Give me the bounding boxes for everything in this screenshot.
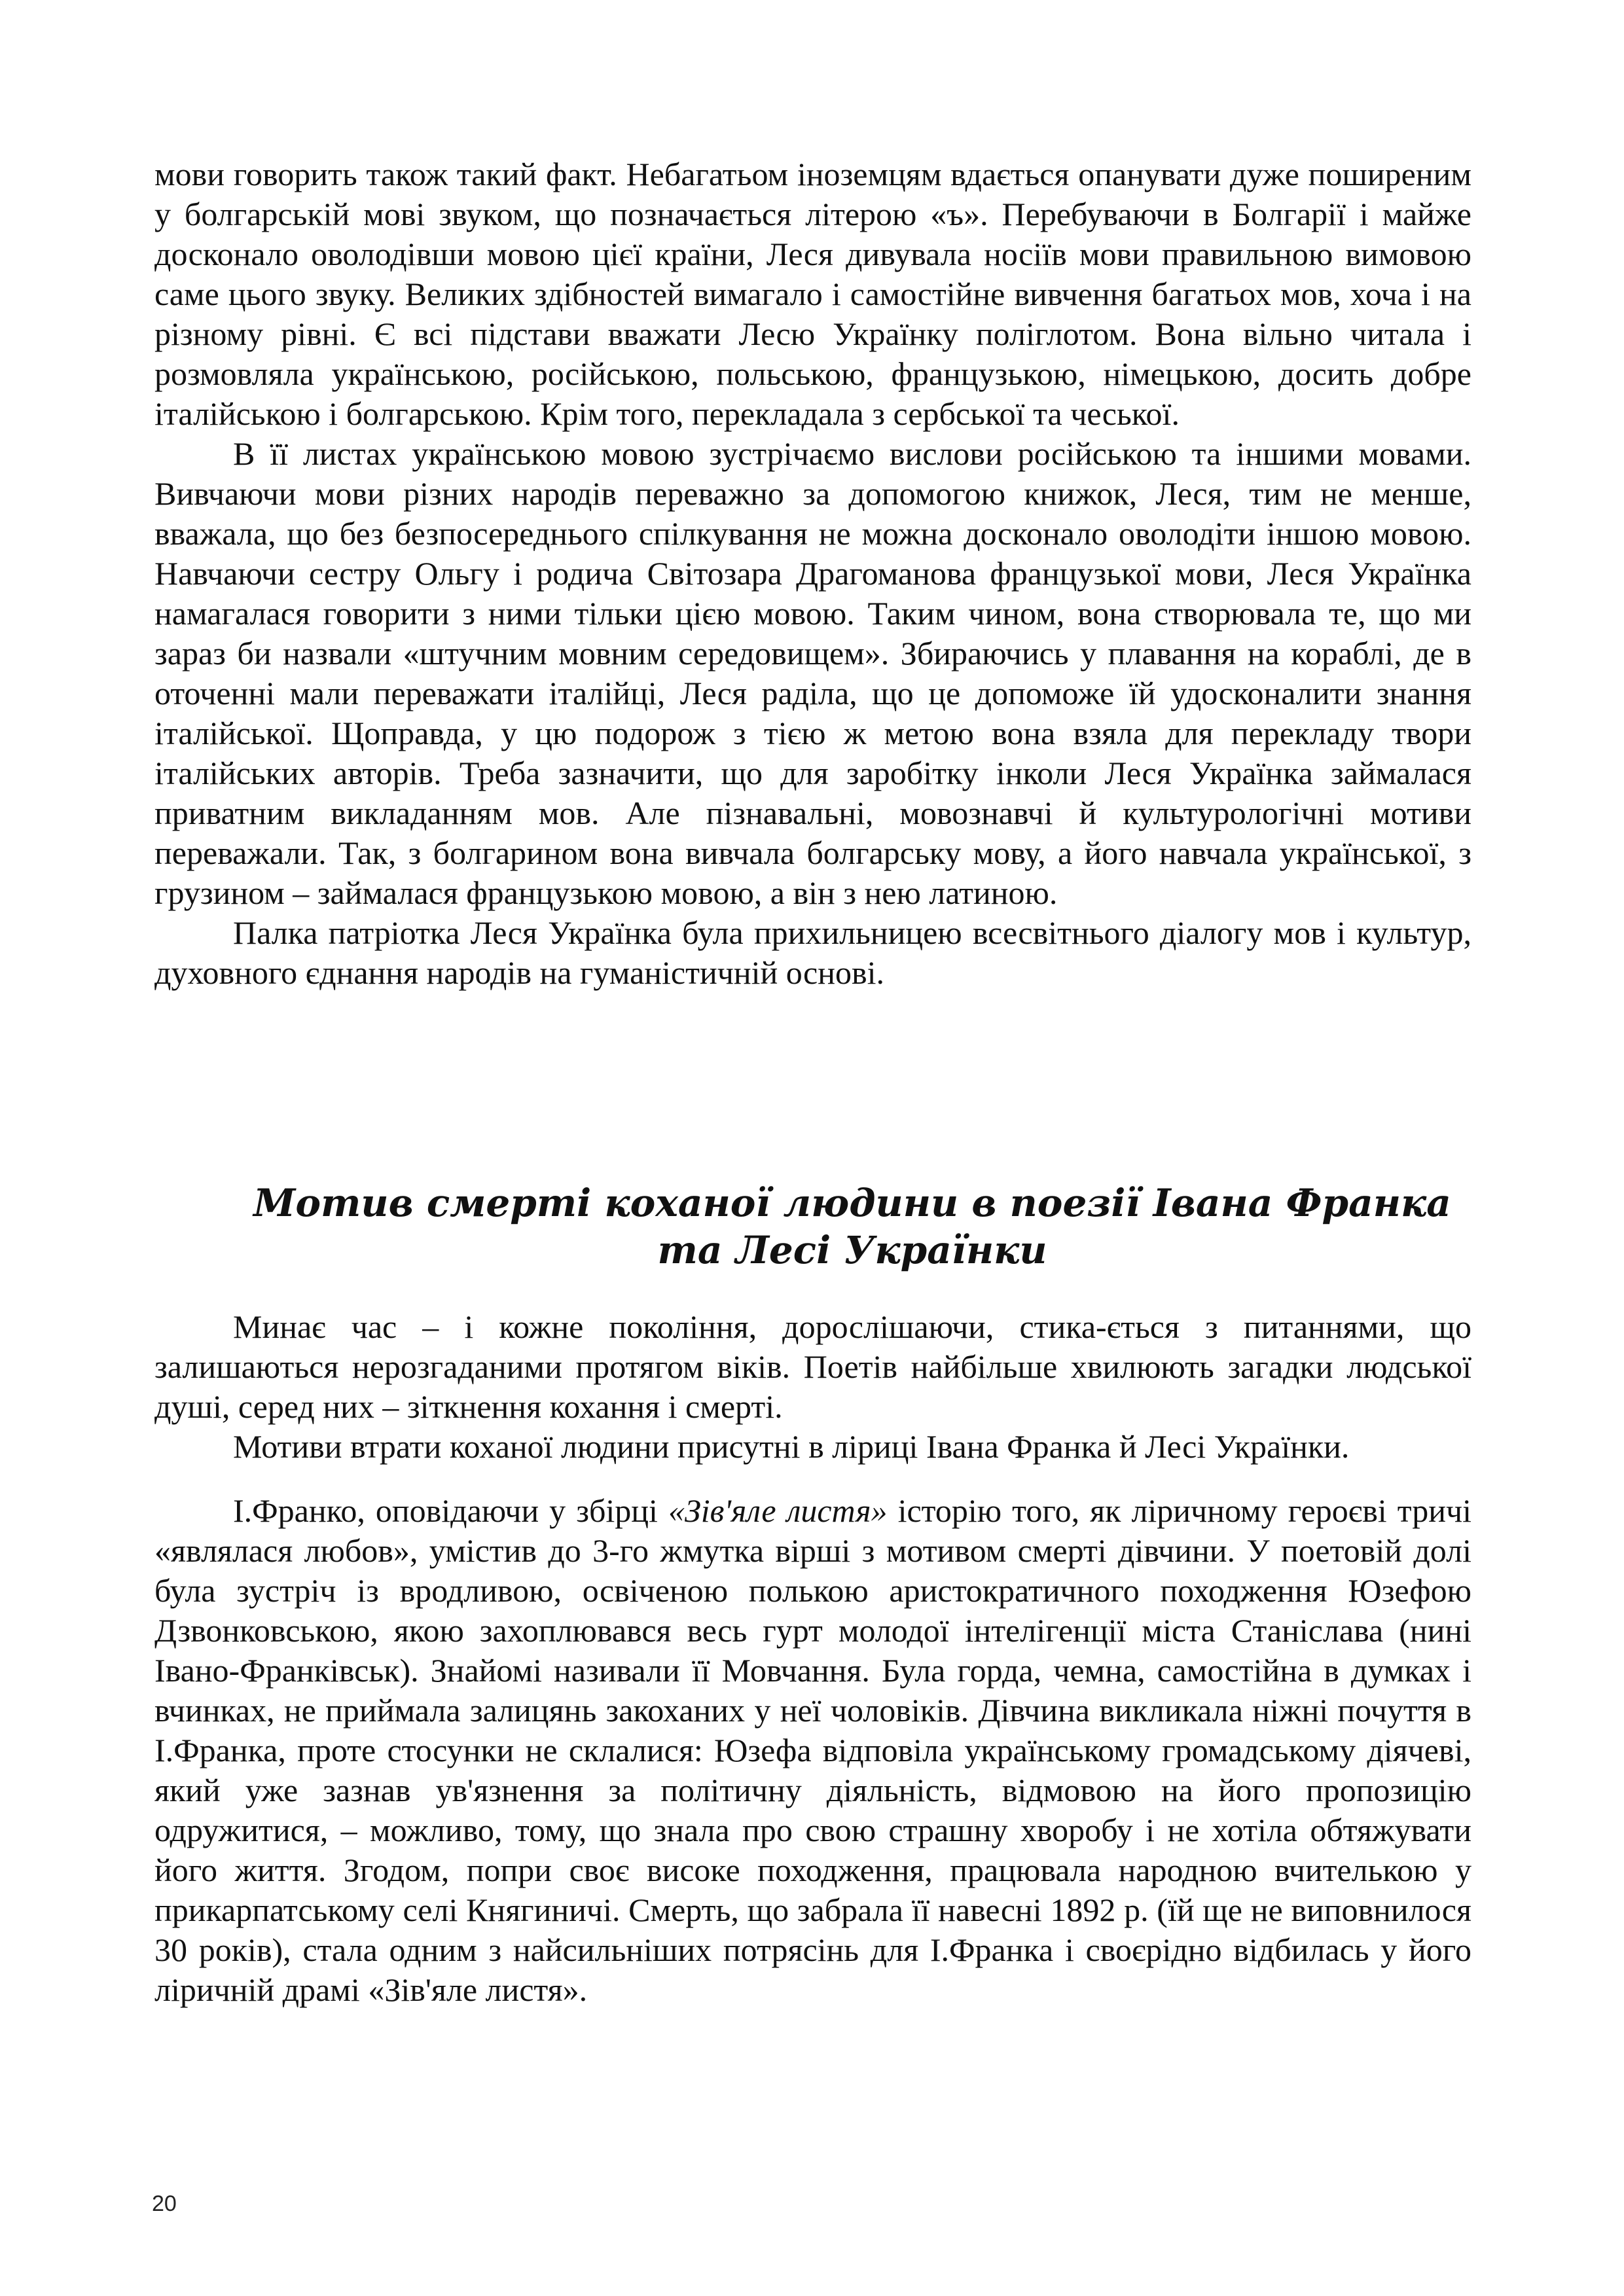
paragraph: мови говорить також такий факт. Небагатьом іноземцям вдається опанувати дуже поширеним у болгарській мові звуком, що позначається літерою «ъ». Перебуваючи в Болгарії і майже досконало оволодівши мовою цієї країни, Леся дивувала носіїв мови правильною вимовою саме цього звуку. Великих здібностей вимагало і самостійне вивчення багатьох мов, хоча і на різному рівні. Є всі підстави вважати Лесю Українку поліглотом. Вона вільно читала і розмовляла українською, російською, польською, французькою, німецькою, досить добре італійською і болгарською. Крім того, перекладала з сербської та чеської.	[154, 156, 1471, 432]
collection-title: «Зів'яле листя»	[668, 1492, 888, 1529]
paragraph: Палка патріотка Леся Українка була прихильницею всесвітнього діалогу мов і культур, духовного єднання народів на гуманістичній основі.	[154, 914, 1471, 991]
paragraph: Мотиви втрати коханої людини присутні в ліриці Івана Франка й Лесі Українки.	[233, 1428, 1350, 1465]
section-title	[154, 1179, 1471, 1274]
body-text-part-1	[154, 154, 1471, 993]
section-title-line-2: та Лесі Українки	[657, 1228, 1047, 1272]
section-title-line-1: Мотив смерті коханої людини в поезії Івана Франка	[253, 1181, 1451, 1225]
body-text-part-2	[154, 1307, 1471, 1467]
paragraph-body: історію того, як ліричному героєві тричі «являлася любов», умістив до 3-го жмутка вірші з мотивом смерті дівчини. У поетовій долі була зустріч із вродливою, освіченою полькою аристократичного походження Юзефою Дзвонковською, якою захоплювався весь гурт молодої інтелігенції міста Станіслава (нині Івано-Франківськ). Знайомі називали її Мовчання. Була горда, чемна, самостійна в думках і вчинках, не приймала залицянь закоханих у неї чоловіків. Дівчина викликала ніжні почуття в І.Франка, проте стосунки не склалися: Юзефа відповіла українському громадському діячеві, який уже зазнав ув'язнення за політичну діяльність, відмовою на його пропозицію одружитися, – можливо, тому, що знала про свою страшну хворобу і не хотіла обтяжувати його життя. Згодом, попри своє високе походження, працювала народною вчителькою у прикарпатському селі Княгиничі. Смерть, що забрала її навесні 1892 р. (їй ще не виповнилося 30 років), стала одним з найсильніших потрясінь для І.Франка і своєрідно відбилась у його ліричній драмі «Зів'яле листя».	[154, 1492, 1471, 2008]
page-number: 20	[152, 2191, 177, 2216]
paragraph: В її листах українською мовою зустрічаємо вислови російською та іншими мовами. Вивчаючи мови різних народів переважно за допомогою книжок, Леся, тим не менше, вважала, що без безпосереднього спілкування не можна досконало оволодіти іншою мовою. Навчаючи сестру Ольгу і родича Світозара Драгоманова французької мови, Леся Українка намагалася говорити з ними тільки цією мовою. Таким чином, вона створювала те, що ми зараз би назвали «штучним мовним середовищем». Збираючись у плавання на кораблі, де в оточенні мали переважати італійці, Леся раділа, що це допоможе їй удосконалити знання італійської. Щоправда, у цю подорож з тією ж метою вона взяла для перекладу твори італійських авторів. Треба зазначити, що для заробітку інколи Леся Українка займалася приватним викладанням мов. Але пізнавальні, мовознавчі й культурологічні мотиви переважали. Так, з болгарином вона вивчала болгарську мову, а його навчала української, з грузином – займалася французькою мовою, а він з нею латиною.	[154, 435, 1471, 911]
paragraph-intro: І.Франко, оповідаючи у збірці	[233, 1492, 668, 1529]
paragraph: Минає час – і кожне покоління, дорослішаючи, стика-ється з питаннями, що залишаються нерозгаданими протягом віків. Поетів найбільше хвилюють загадки людської душі, серед них – зіткнення кохання і смерті.	[154, 1308, 1471, 1425]
body-text-part-3	[154, 1491, 1471, 2010]
paragraph	[154, 1491, 1471, 2010]
